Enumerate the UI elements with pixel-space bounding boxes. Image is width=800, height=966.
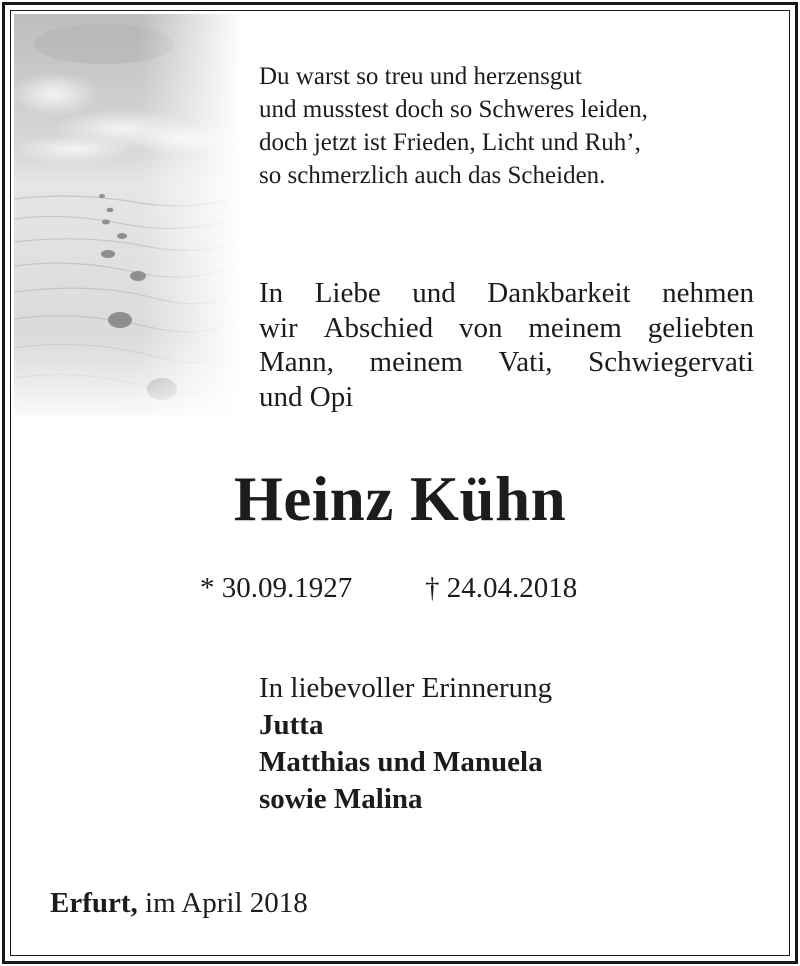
intro-line xyxy=(259,276,754,311)
footprints-in-sand-photo xyxy=(14,14,242,416)
poem xyxy=(259,60,648,192)
intro-line xyxy=(259,380,754,415)
birth-date: * 30.09.1927 xyxy=(200,572,353,604)
intro-word: Opi xyxy=(309,380,354,413)
poem-line: Du warst so treu und herzensgut xyxy=(259,63,582,90)
intro-word: und xyxy=(412,277,456,309)
closing-phrase: In liebevoller Erinnerung xyxy=(259,672,553,704)
mourner-name: Jutta xyxy=(259,709,324,741)
intro-word: meinem xyxy=(369,346,463,378)
poem-line: doch jetzt ist Frieden, Licht und Ruh’, xyxy=(259,129,641,156)
death-date: † 24.04.2018 xyxy=(425,572,578,604)
intro-word: und xyxy=(259,380,303,413)
intro-word: Liebe xyxy=(314,277,381,309)
mourner-name: sowie Malina xyxy=(259,783,423,815)
city-name: Erfurt, xyxy=(50,887,138,919)
intro-text xyxy=(259,276,754,414)
closing-block xyxy=(259,670,552,818)
intro-word: Dankbarkeit xyxy=(487,277,631,309)
intro-word: Mann, xyxy=(259,346,334,378)
intro-word: meinem xyxy=(528,311,622,344)
poem-line: so schmerzlich auch das Scheiden. xyxy=(259,162,606,189)
intro-word: Vati, xyxy=(498,346,553,378)
intro-word: Schwiegervati xyxy=(588,346,754,378)
intro-word: Abschied xyxy=(323,311,434,344)
poem-line: und musstest doch so Schweres leiden, xyxy=(259,96,648,123)
mourner-name: Matthias und Manuela xyxy=(259,746,543,778)
month-year: im April 2018 xyxy=(137,887,308,919)
intro-line xyxy=(259,345,754,380)
intro-word: nehmen xyxy=(662,277,754,309)
intro-word: geliebten xyxy=(647,311,754,344)
intro-word: wir xyxy=(259,311,298,344)
place-and-date xyxy=(50,883,308,923)
intro-line xyxy=(259,311,754,346)
intro-word: von xyxy=(458,311,503,344)
intro-word: In xyxy=(259,277,284,309)
deceased-name: Heinz Kühn xyxy=(233,464,567,534)
